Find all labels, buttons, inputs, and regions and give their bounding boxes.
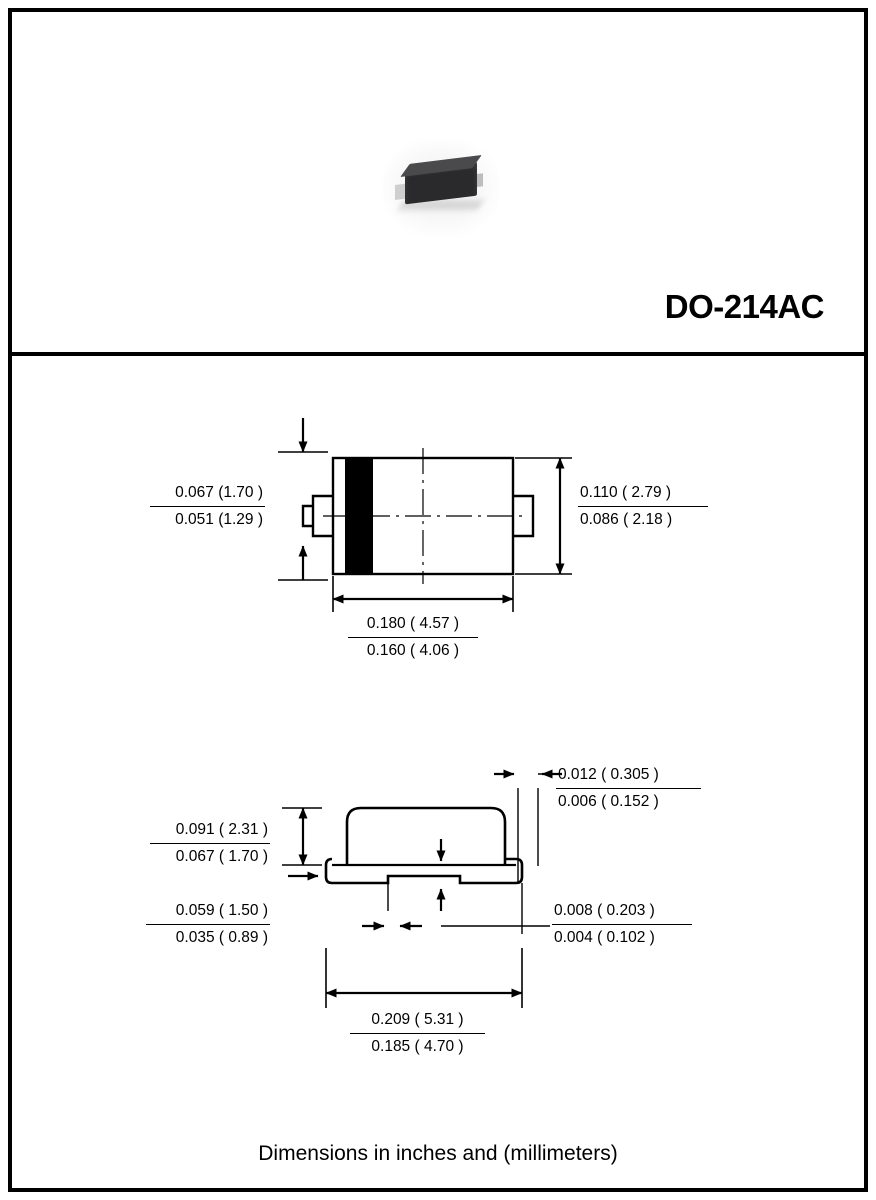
dim-side-view-lead-gap: 0.008 ( 0.203 ) 0.004 ( 0.102 ) <box>552 899 692 950</box>
dim-top-view-width: 0.110 ( 2.79 ) 0.086 ( 2.18 ) <box>578 481 708 532</box>
dim-side-view-body-height: 0.091 ( 2.31 ) 0.067 ( 1.70 ) <box>150 818 270 869</box>
dim-top-view-height: 0.067 (1.70 ) 0.051 (1.29 ) <box>150 481 265 532</box>
dim-side-view-overall-length: 0.209 ( 5.31 ) 0.185 ( 4.70 ) <box>350 1008 485 1059</box>
dim-side-view-standoff: 0.059 ( 1.50 ) 0.035 ( 0.89 ) <box>146 899 270 950</box>
units-footnote: Dimensions in inches and (millimeters) <box>258 1142 618 1165</box>
package-name-title: DO-214AC <box>664 288 824 325</box>
dimension-drawing <box>10 356 866 1192</box>
dim-top-view-length: 0.180 ( 4.57 ) 0.160 ( 4.06 ) <box>348 612 478 663</box>
dim-side-view-lead-thickness: 0.012 ( 0.305 ) 0.006 ( 0.152 ) <box>556 763 701 814</box>
package-photo <box>383 140 499 236</box>
